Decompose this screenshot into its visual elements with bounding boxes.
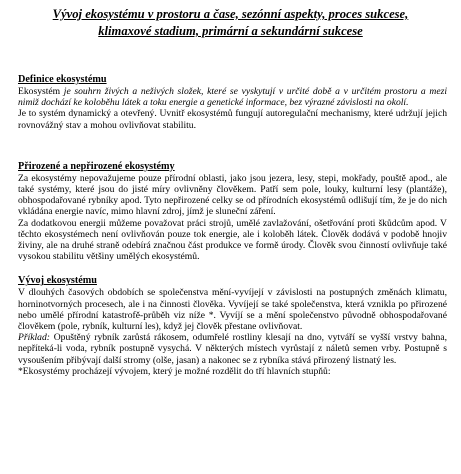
paragraph: Za ekosystémy nepovažujeme pouze přírodní oblasti, jako jsou jezera, lesy, stepi, mokřady, pouště apod., ale také systémy, které jsou do jisté míry ovlivněny člověkem. Patří sem pole, louky, kulturní lesy (plantáže), obhospodařované rybníky apod. Tyto nepřirozené celky se od přírodních ekosystémů odlišují tím, že je do nich vkládána energie navíc, mimo hlavní zdroj, jímž je sluneční záření. <box>18 172 447 218</box>
paragraph: *Ekosystémy procházejí vývojem, který je možné rozdělit do tří hlavních stupňů: <box>18 365 331 377</box>
paragraph: Je to systém dynamický a otevřený. Uvnitř ekosystémů fungují autoregulační mechanismy, které udržují jejich rovnovážný stav a mohou ovlivňovat stabilitu. <box>18 108 447 131</box>
example-label: Příklad: <box>18 332 50 344</box>
section-heading: Přirozené a nepřirozené ekosystémy <box>18 160 175 172</box>
paragraph: V dlouhých časových obdobích se společenstva mění-vyvíjejí v závislosti na postupných změnách klimatu, horninotvorných procesech, ale i na činnosti člověka. Vyvíjejí se také společenstva, která vznikla po přirozené nebo umělé přírodní katastrofě-průběh viz níže *. Vyvíjí se a mění společenstvo původně obhospodařované člověkem (pole, rybník, kulturní les), když jej člověk přestane ovlivňovat. <box>18 287 447 333</box>
paragraph: Za dodatkovou energii můžeme považovat práci strojů, umělé zavlažování, ošetřování proti škůdcům apod. V těchto ekosystémech není ovlivňován pouze tok energie, ale i koloběh látek. Člověk dodává v podobě hnojiv živiny, ale na druhé straně odebírá značnou část produkce ve formě úrody. Člověk svou činností ovlivňuje také vysokou stabilitu většiny umělých ekosystémů. <box>18 217 447 263</box>
document-title <box>12 6 449 40</box>
definition-text: je souhrn živých a neživých složek, které se vyskytují v určité době a v určitém prostoru a mezi nimiž dochází ke koloběhu látek a toku energie a genetické informace, bez výrazné závislosti na okolí. <box>18 86 447 109</box>
title-line-1: Vývoj ekosystému v prostoru a čase, sezónní aspekty, proces sukcese, <box>52 7 409 21</box>
section-prirozene <box>18 161 447 263</box>
section-heading: Definice ekosystému <box>18 74 107 85</box>
section-vyvoj <box>18 275 447 377</box>
section-heading: Vývoj ekosystému <box>18 275 97 287</box>
paragraph <box>18 332 447 366</box>
example-text: Opuštěný rybník zarůstá rákosem, odumřelé rostliny klesají na dno, vytváří se vyšší vrstvy bahna, nepříteká-li voda, rybník postupně vysychá. V některých místech vyrůstají z náletů semen vrby. Postupně s vysoušením přibývají další stromy (olše, jasan) a nakonec se z rybníka stává přirozený listnatý les. <box>18 332 447 366</box>
section-definice <box>18 74 447 131</box>
title-line-2: klimaxové stadium, primární a sekundární sukcese <box>98 24 363 38</box>
term-ekosystem: Ekosystém <box>18 86 64 97</box>
paragraph <box>18 86 447 108</box>
